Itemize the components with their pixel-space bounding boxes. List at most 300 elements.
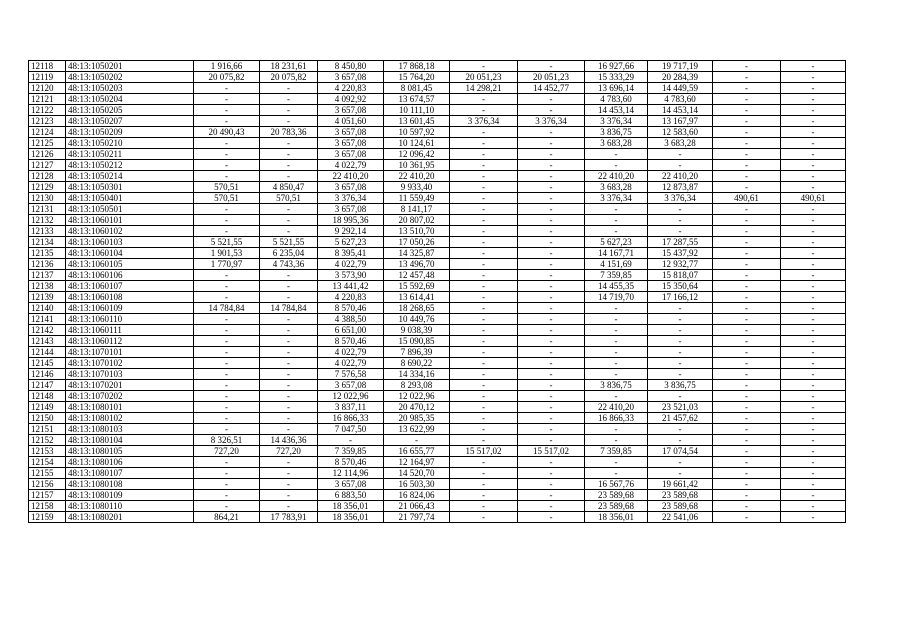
row-number-cell: 12123 [29,116,66,127]
value-cell: - [260,380,318,391]
value-cell: - [518,105,585,116]
table-row [29,149,846,160]
value-cell: 14 453,14 [585,105,648,116]
row-number-cell: 12144 [29,347,66,358]
value-cell: 22 410,20 [318,171,384,182]
value-cell: - [450,391,518,402]
value-cell: 18 356,01 [318,501,384,512]
value-cell: - [781,248,846,259]
value-cell: 4 783,60 [585,94,648,105]
value-cell: - [450,94,518,105]
value-cell: - [518,215,585,226]
value-cell: 8 570,46 [318,457,384,468]
row-number-cell: 12124 [29,127,66,138]
value-cell: 3 683,28 [648,138,713,149]
value-cell: - [194,336,260,347]
value-cell: 20 284,39 [648,72,713,83]
cadastral-number-cell: 48:13:1060102 [66,226,194,237]
value-cell: - [518,314,585,325]
cadastral-number-cell: 48:13:1080108 [66,479,194,490]
value-cell: - [713,369,781,380]
value-cell: - [713,204,781,215]
value-cell: - [585,369,648,380]
cadastral-number-cell: 48:13:1070202 [66,391,194,402]
value-cell: - [648,149,713,160]
value-cell: 8 081,45 [384,83,450,94]
value-cell: - [194,149,260,160]
value-cell: - [713,171,781,182]
value-cell: 3 657,08 [318,149,384,160]
value-cell: - [450,127,518,138]
value-cell: - [450,413,518,424]
value-cell: - [450,457,518,468]
value-cell: 16 503,30 [384,479,450,490]
value-cell: - [518,171,585,182]
value-cell: 490,61 [713,193,781,204]
value-cell: - [450,138,518,149]
table-row [29,413,846,424]
row-number-cell: 12149 [29,402,66,413]
value-cell: 570,51 [260,193,318,204]
value-cell: 864,21 [194,512,260,523]
value-cell: - [518,259,585,270]
cadastral-number-cell: 48:13:1070103 [66,369,194,380]
value-cell: - [713,61,781,72]
value-cell: 4 743,36 [260,259,318,270]
value-cell: 6 235,04 [260,248,318,259]
value-cell: - [781,424,846,435]
row-number-cell: 12154 [29,457,66,468]
value-cell: 4 051,60 [318,116,384,127]
value-cell: - [518,424,585,435]
value-cell: - [260,457,318,468]
value-cell: 16 927,66 [585,61,648,72]
row-number-cell: 12128 [29,171,66,182]
value-cell: - [518,512,585,523]
value-cell: 15 437,92 [648,248,713,259]
table-body [29,61,846,523]
value-cell: - [450,292,518,303]
row-number-cell: 12148 [29,391,66,402]
table-row [29,138,846,149]
value-cell: - [781,501,846,512]
value-cell: 20 051,23 [518,72,585,83]
cadastral-number-cell: 48:13:1050204 [66,94,194,105]
cadastral-number-cell: 48:13:1050207 [66,116,194,127]
value-cell: - [260,116,318,127]
value-cell: 21 066,43 [384,501,450,512]
value-cell: - [450,490,518,501]
value-cell: - [518,336,585,347]
value-cell: 7 896,39 [384,347,450,358]
row-number-cell: 12147 [29,380,66,391]
value-cell: - [781,182,846,193]
value-cell: - [518,391,585,402]
value-cell: 22 410,20 [585,171,648,182]
value-cell: - [518,138,585,149]
value-cell: 22 410,20 [648,171,713,182]
cadastral-number-cell: 48:13:1060112 [66,336,194,347]
value-cell: 18 231,61 [260,61,318,72]
value-cell: - [713,413,781,424]
value-cell: 13 167,97 [648,116,713,127]
value-cell: - [518,325,585,336]
value-cell: - [194,424,260,435]
value-cell: 14 719,70 [585,292,648,303]
table-row [29,479,846,490]
value-cell: - [260,105,318,116]
value-cell: - [585,215,648,226]
value-cell: - [518,303,585,314]
row-number-cell: 12146 [29,369,66,380]
value-cell: - [648,435,713,446]
value-cell: 20 470,12 [384,402,450,413]
value-cell: 17 166,12 [648,292,713,303]
value-cell: - [781,468,846,479]
table-row [29,182,846,193]
value-cell: 9 292,14 [318,226,384,237]
value-cell: - [713,303,781,314]
row-number-cell: 12122 [29,105,66,116]
value-cell: - [518,237,585,248]
cadastral-number-cell: 48:13:1050212 [66,160,194,171]
cadastral-number-cell: 48:13:1060103 [66,237,194,248]
value-cell: 8 293,08 [384,380,450,391]
row-number-cell: 12150 [29,413,66,424]
value-cell: - [450,149,518,160]
row-number-cell: 12140 [29,303,66,314]
value-cell: 8 395,41 [318,248,384,259]
cadastral-number-cell: 48:13:1080109 [66,490,194,501]
value-cell: - [518,358,585,369]
value-cell: 1 901,53 [194,248,260,259]
value-cell: - [260,325,318,336]
value-cell: 23 589,68 [585,490,648,501]
value-cell: - [450,160,518,171]
table-row [29,193,846,204]
table-row [29,83,846,94]
value-cell: - [585,358,648,369]
value-cell: - [450,193,518,204]
value-cell: - [194,391,260,402]
value-cell: - [585,160,648,171]
value-cell: - [450,402,518,413]
value-cell: - [518,501,585,512]
value-cell: - [713,259,781,270]
value-cell: 22 410,20 [585,402,648,413]
value-cell: - [194,204,260,215]
value-cell: - [518,479,585,490]
value-cell: - [648,303,713,314]
value-cell: 15 090,85 [384,336,450,347]
value-cell: - [585,347,648,358]
value-cell: 4 022,79 [318,259,384,270]
value-cell: - [585,424,648,435]
table-row [29,248,846,259]
value-cell: - [450,303,518,314]
value-cell: 13 510,70 [384,226,450,237]
value-cell: - [781,358,846,369]
value-cell: 12 932,77 [648,259,713,270]
cadastral-number-cell: 48:13:1050203 [66,83,194,94]
value-cell: - [781,314,846,325]
cadastral-number-cell: 48:13:1080104 [66,435,194,446]
table-row [29,512,846,523]
value-cell: - [260,347,318,358]
value-cell: - [781,380,846,391]
value-cell: 14 520,70 [384,468,450,479]
value-cell: 3 657,08 [318,105,384,116]
value-cell: 3 837,11 [318,402,384,413]
value-cell: 7 359,85 [585,446,648,457]
row-number-cell: 12136 [29,259,66,270]
cadastral-number-cell: 48:13:1060107 [66,281,194,292]
value-cell: - [518,193,585,204]
value-cell: - [260,292,318,303]
value-cell: - [194,402,260,413]
value-cell: 15 517,02 [518,446,585,457]
table-row [29,501,846,512]
row-number-cell: 12153 [29,446,66,457]
value-cell: - [713,281,781,292]
value-cell: 17 050,26 [384,237,450,248]
value-cell: - [260,314,318,325]
value-cell: - [450,281,518,292]
value-cell: - [781,391,846,402]
table-row [29,281,846,292]
value-cell: 4 850,47 [260,182,318,193]
value-cell: - [194,501,260,512]
table-row [29,424,846,435]
value-cell: - [194,116,260,127]
table-row [29,325,846,336]
row-number-cell: 12159 [29,512,66,523]
value-cell: - [713,237,781,248]
value-cell: - [648,457,713,468]
table-row [29,72,846,83]
value-cell: - [713,248,781,259]
cadastral-number-cell: 48:13:1080102 [66,413,194,424]
cadastral-number-cell: 48:13:1050501 [66,204,194,215]
value-cell: - [781,369,846,380]
value-cell: 14 784,84 [260,303,318,314]
value-cell: 5 521,55 [260,237,318,248]
value-cell: - [260,468,318,479]
value-cell: - [585,204,648,215]
row-number-cell: 12141 [29,314,66,325]
value-cell: 14 325,87 [384,248,450,259]
row-number-cell: 12126 [29,149,66,160]
value-cell: - [450,468,518,479]
value-cell: 12 022,96 [384,391,450,402]
value-cell: 10 361,95 [384,160,450,171]
value-cell: - [781,479,846,490]
value-cell: 12 583,60 [648,127,713,138]
value-cell: 22 410,20 [384,171,450,182]
value-cell: - [648,215,713,226]
value-cell: - [713,182,781,193]
value-cell: - [518,490,585,501]
value-cell: - [713,83,781,94]
value-cell: 17 287,55 [648,237,713,248]
value-cell: 14 455,35 [585,281,648,292]
row-number-cell: 12138 [29,281,66,292]
value-cell: 11 559,49 [384,193,450,204]
value-cell: 14 334,16 [384,369,450,380]
row-number-cell: 12133 [29,226,66,237]
value-cell: 15 764,20 [384,72,450,83]
value-cell: 6 883,50 [318,490,384,501]
value-cell: - [260,94,318,105]
value-cell: 14 449,59 [648,83,713,94]
value-cell: - [648,204,713,215]
cadastral-number-cell: 48:13:1080110 [66,501,194,512]
value-cell: - [781,347,846,358]
value-cell: - [260,424,318,435]
value-cell: - [648,369,713,380]
value-cell: - [713,391,781,402]
value-cell: 3 657,08 [318,182,384,193]
value-cell: 3 683,28 [585,138,648,149]
value-cell: - [713,116,781,127]
cadastral-number-cell: 48:13:1060111 [66,325,194,336]
value-cell: - [194,215,260,226]
value-cell: 14 436,36 [260,435,318,446]
value-cell: - [781,204,846,215]
table-row [29,105,846,116]
value-cell: 4 783,60 [648,94,713,105]
value-cell: 10 111,10 [384,105,450,116]
value-cell: - [384,435,450,446]
value-cell: - [450,435,518,446]
value-cell: - [585,336,648,347]
table-row [29,369,846,380]
value-cell: 17 868,18 [384,61,450,72]
value-cell: - [585,435,648,446]
table-row [29,490,846,501]
table-row [29,204,846,215]
value-cell: - [781,83,846,94]
value-cell: - [648,160,713,171]
value-cell: 4 151,69 [585,259,648,270]
value-cell: - [194,490,260,501]
value-cell: - [260,479,318,490]
value-cell: - [713,138,781,149]
table-row [29,61,846,72]
value-cell: - [450,380,518,391]
cadastral-number-cell: 48:13:1050201 [66,61,194,72]
value-cell: - [260,358,318,369]
value-cell: - [713,380,781,391]
cadastral-number-cell: 48:13:1070102 [66,358,194,369]
value-cell: - [781,303,846,314]
value-cell: 12 022,96 [318,391,384,402]
cadastral-number-cell: 48:13:1080201 [66,512,194,523]
value-cell: - [260,413,318,424]
value-cell: 5 521,55 [194,237,260,248]
cadastral-number-cell: 48:13:1080103 [66,424,194,435]
cadastral-number-cell: 48:13:1050205 [66,105,194,116]
value-cell: - [781,127,846,138]
value-cell: - [260,391,318,402]
value-cell: - [713,479,781,490]
value-cell: 16 866,33 [585,413,648,424]
value-cell: - [648,226,713,237]
value-cell: 12 114,96 [318,468,384,479]
data-table [28,60,846,523]
value-cell: 18 356,01 [318,512,384,523]
value-cell: 3 376,34 [450,116,518,127]
value-cell: 8 570,46 [318,336,384,347]
value-cell: - [194,105,260,116]
value-cell: 4 092,92 [318,94,384,105]
value-cell: - [518,435,585,446]
value-cell: 15 818,07 [648,270,713,281]
value-cell: - [648,358,713,369]
value-cell: - [713,457,781,468]
value-cell: - [713,468,781,479]
value-cell: - [781,160,846,171]
value-cell: 3 836,75 [648,380,713,391]
value-cell: 14 453,14 [648,105,713,116]
cadastral-number-cell: 48:13:1060108 [66,292,194,303]
table-row [29,171,846,182]
value-cell: - [781,226,846,237]
value-cell: 7 576,58 [318,369,384,380]
value-cell: - [781,336,846,347]
value-cell: 14 298,21 [450,83,518,94]
value-cell: - [450,347,518,358]
row-number-cell: 12155 [29,468,66,479]
value-cell: 14 784,84 [194,303,260,314]
value-cell: - [781,149,846,160]
value-cell: - [518,61,585,72]
value-cell: - [518,369,585,380]
value-cell: 4 220,83 [318,292,384,303]
value-cell: - [648,325,713,336]
table-row [29,391,846,402]
value-cell: - [585,468,648,479]
table-row [29,336,846,347]
value-cell: - [518,127,585,138]
value-cell: 570,51 [194,182,260,193]
value-cell: 727,20 [260,446,318,457]
value-cell: - [713,336,781,347]
value-cell: - [450,270,518,281]
value-cell: - [194,468,260,479]
value-cell: 22 541,06 [648,512,713,523]
cadastral-number-cell: 48:13:1080101 [66,402,194,413]
value-cell: 13 622,99 [384,424,450,435]
value-cell: 5 627,23 [585,237,648,248]
value-cell: - [194,314,260,325]
cadastral-number-cell: 48:13:1080106 [66,457,194,468]
value-cell: - [194,138,260,149]
value-cell: - [781,259,846,270]
table-row [29,292,846,303]
value-cell: 23 589,68 [585,501,648,512]
value-cell: - [781,490,846,501]
value-cell: - [518,413,585,424]
value-cell: - [450,501,518,512]
value-cell: - [260,160,318,171]
value-cell: - [260,149,318,160]
value-cell: - [260,490,318,501]
table-row [29,215,846,226]
value-cell: 3 376,34 [518,116,585,127]
row-number-cell: 12127 [29,160,66,171]
value-cell: 20 490,43 [194,127,260,138]
